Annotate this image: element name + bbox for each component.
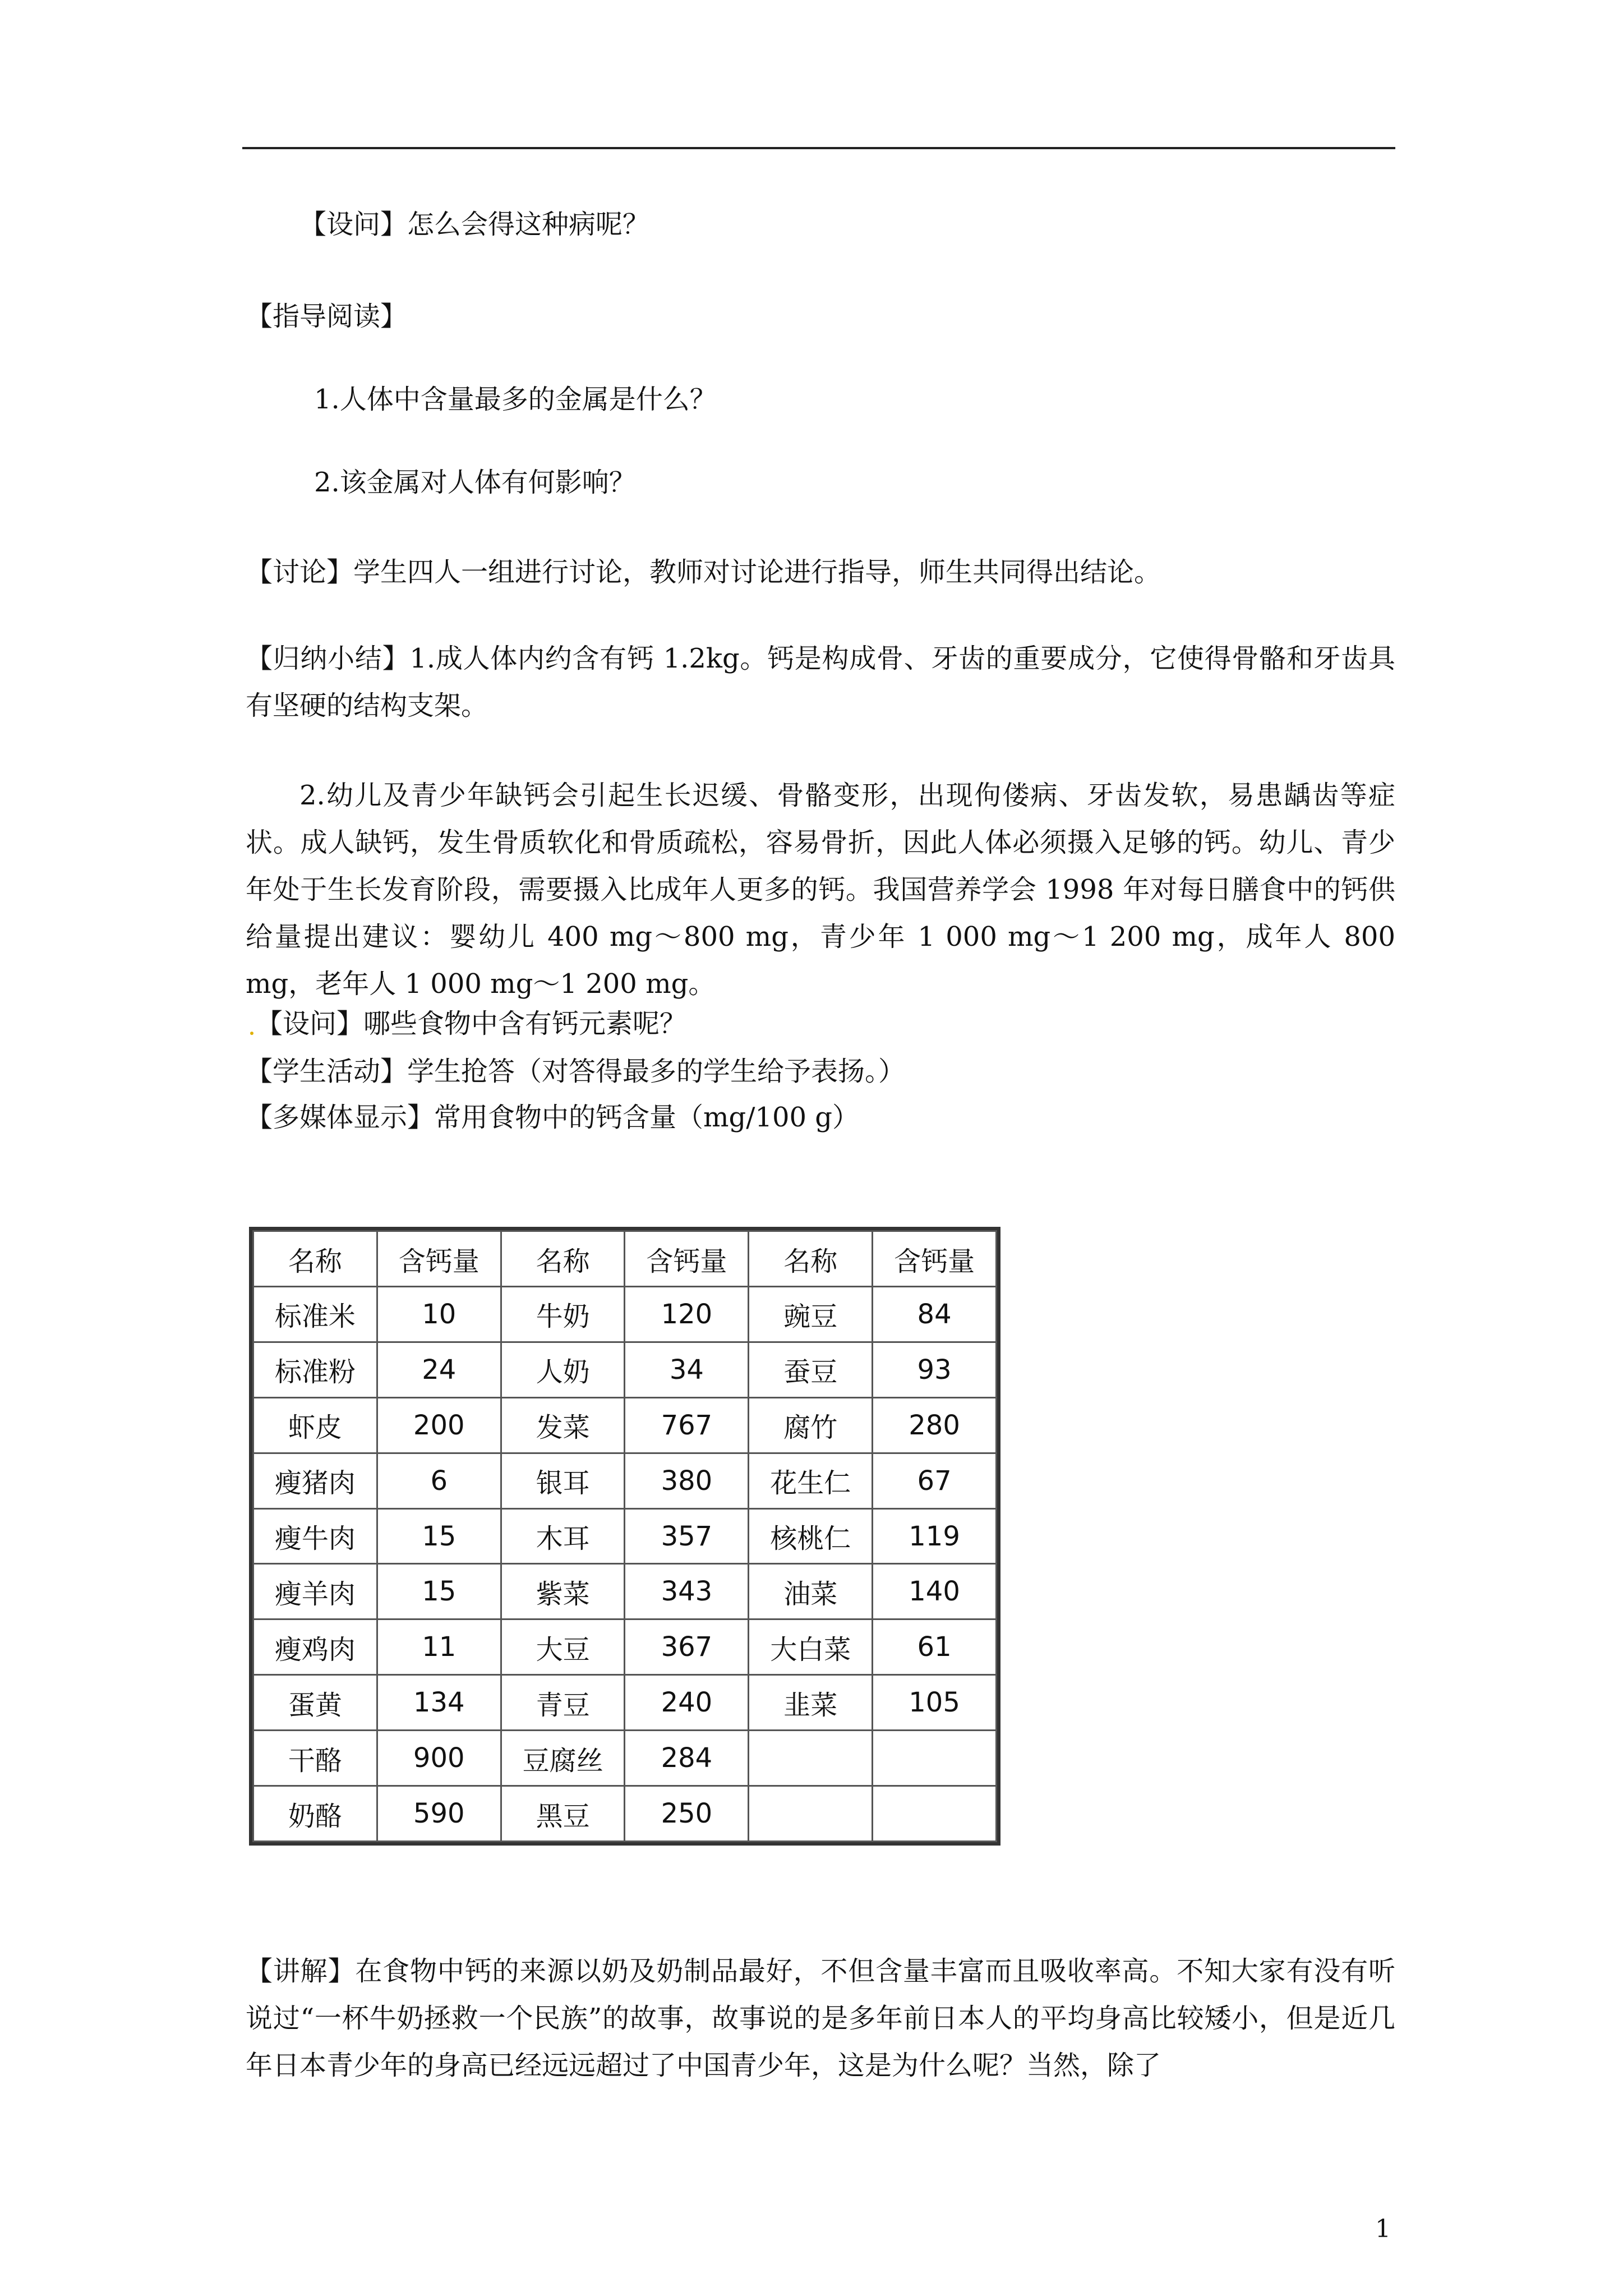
table-cell: 标准米 xyxy=(253,1287,377,1342)
table-cell: 15 xyxy=(377,1564,501,1619)
table-cell: 瘦鸡肉 xyxy=(253,1619,377,1675)
table-row xyxy=(253,1397,997,1453)
table-cell: 34 xyxy=(625,1342,749,1397)
table-cell: 豆腐丝 xyxy=(501,1731,625,1786)
table-cell: 虾皮 xyxy=(253,1397,377,1453)
table-cell: 11 xyxy=(377,1619,501,1675)
table-cell: 蛋黄 xyxy=(253,1675,377,1731)
table-row xyxy=(253,1453,997,1508)
table-cell: 黑豆 xyxy=(501,1786,625,1842)
reading-item-2: 2.该金属对人体有何影响？ xyxy=(314,467,636,498)
table-cell: 瘦羊肉 xyxy=(253,1564,377,1619)
table-header-row xyxy=(253,1231,997,1287)
table-cell: 牛奶 xyxy=(501,1287,625,1342)
table-cell xyxy=(749,1731,873,1786)
table-cell: 干酪 xyxy=(253,1731,377,1786)
table-cell: 核桃仁 xyxy=(749,1508,873,1564)
discussion-line: 【讨论】学生四人一组进行讨论，教师对讨论进行指导，师生共同得出结论。 xyxy=(246,556,1161,588)
page-number: 1 xyxy=(1375,2215,1391,2243)
table-row xyxy=(253,1675,997,1731)
table-cell: 豌豆 xyxy=(749,1287,873,1342)
table-cell: 6 xyxy=(377,1453,501,1508)
multimedia-display: 【多媒体显示】常用食物中的钙含量（mg/100 g） xyxy=(246,1102,860,1133)
table-cell: 瘦牛肉 xyxy=(253,1508,377,1564)
reading-item-1: 1.人体中含量最多的金属是什么？ xyxy=(314,384,717,415)
table-cell: 134 xyxy=(377,1675,501,1731)
table-cell xyxy=(873,1731,997,1786)
table-cell: 105 xyxy=(873,1675,997,1731)
header-name-1: 名称 xyxy=(253,1231,377,1287)
table-cell: 367 xyxy=(625,1619,749,1675)
table-cell: 119 xyxy=(873,1508,997,1564)
table-cell: 油菜 xyxy=(749,1564,873,1619)
table-cell: 银耳 xyxy=(501,1453,625,1508)
table-cell: 发菜 xyxy=(501,1397,625,1453)
table-cell: 120 xyxy=(625,1287,749,1342)
table-cell: 花生仁 xyxy=(749,1453,873,1508)
table-cell: 青豆 xyxy=(501,1675,625,1731)
table-cell: 10 xyxy=(377,1287,501,1342)
table-row xyxy=(253,1786,997,1842)
table-cell: 腐竹 xyxy=(749,1397,873,1453)
table-row xyxy=(253,1619,997,1675)
table-cell: 韭菜 xyxy=(749,1675,873,1731)
question-1: 【设问】怎么会得这种病呢？ xyxy=(299,209,650,240)
table-cell: 767 xyxy=(625,1397,749,1453)
header-rule xyxy=(242,147,1395,149)
header-calcium-2: 含钙量 xyxy=(625,1231,749,1287)
table-row xyxy=(253,1731,997,1786)
table-cell: 250 xyxy=(625,1786,749,1842)
header-calcium-1: 含钙量 xyxy=(377,1231,501,1287)
table-row xyxy=(253,1508,997,1564)
student-activity: 【学生活动】学生抢答（对答得最多的学生给予表扬。） xyxy=(246,1056,906,1087)
table-row xyxy=(253,1342,997,1397)
header-calcium-3: 含钙量 xyxy=(873,1231,997,1287)
table-cell xyxy=(749,1786,873,1842)
table-cell: 93 xyxy=(873,1342,997,1397)
table-cell: 奶酪 xyxy=(253,1786,377,1842)
table-cell: 24 xyxy=(377,1342,501,1397)
guided-reading-heading: 【指导阅读】 xyxy=(246,301,408,332)
table-cell: 人奶 xyxy=(501,1342,625,1397)
table-cell: 380 xyxy=(625,1453,749,1508)
question-2: 【设问】哪些食物中含有钙元素呢？ xyxy=(256,1008,687,1039)
table-cell: 284 xyxy=(625,1731,749,1786)
table-cell: 357 xyxy=(625,1508,749,1564)
table-cell: 84 xyxy=(873,1287,997,1342)
table-cell: 280 xyxy=(873,1397,997,1453)
table-cell: 240 xyxy=(625,1675,749,1731)
summary-paragraph-2: 2.幼儿及青少年缺钙会引起生长迟缓、骨骼变形，出现佝偻病、牙齿发软，易患龋齿等症状。成人缺钙，发生骨质软化和骨质疏松，容易骨折，因此人体必须摄入足够的钙。幼儿、青少年处于生长发育阶段，需要摄入比成年人更多的钙。我国营养学会 1998 年对每日膳食中的钙供给量提出建议：婴幼儿 400 mg～800 mg，青少年 1 000 mg～1 200 mg，成年人 800 mg，老年人 1 000 mg～1 200 mg。 xyxy=(246,780,1395,1000)
table-cell xyxy=(873,1786,997,1842)
table-cell: 140 xyxy=(873,1564,997,1619)
table-cell: 67 xyxy=(873,1453,997,1508)
table-cell: 木耳 xyxy=(501,1508,625,1564)
table-cell: 紫菜 xyxy=(501,1564,625,1619)
table-cell: 590 xyxy=(377,1786,501,1842)
header-name-2: 名称 xyxy=(501,1231,625,1287)
table-row xyxy=(253,1564,997,1619)
header-name-3: 名称 xyxy=(749,1231,873,1287)
table-cell: 标准粉 xyxy=(253,1342,377,1397)
table-cell: 15 xyxy=(377,1508,501,1564)
summary-paragraph-1: 【归纳小结】1.成人体内约含有钙 1.2kg。钙是构成骨、牙齿的重要成分，它使得骨骼和牙齿具有坚硬的结构支架。 xyxy=(246,643,1395,721)
table-cell: 蚕豆 xyxy=(749,1342,873,1397)
calcium-table xyxy=(249,1227,1000,1846)
stray-mark xyxy=(250,1032,253,1035)
table-cell: 大豆 xyxy=(501,1619,625,1675)
table-cell: 343 xyxy=(625,1564,749,1619)
table-cell: 900 xyxy=(377,1731,501,1786)
table-row xyxy=(253,1287,997,1342)
explanation-paragraph: 【讲解】在食物中钙的来源以奶及奶制品最好，不但含量丰富而且吸收率高。不知大家有没有听说过“一杯牛奶拯救一个民族”的故事，故事说的是多年前日本人的平均身高比较矮小，但是近几年日本青少年的身高已经远远超过了中国青少年，这是为什么呢？当然，除了 xyxy=(246,1955,1395,2081)
table-cell: 200 xyxy=(377,1397,501,1453)
table-cell: 大白菜 xyxy=(749,1619,873,1675)
table-cell: 61 xyxy=(873,1619,997,1675)
table-cell: 瘦猪肉 xyxy=(253,1453,377,1508)
